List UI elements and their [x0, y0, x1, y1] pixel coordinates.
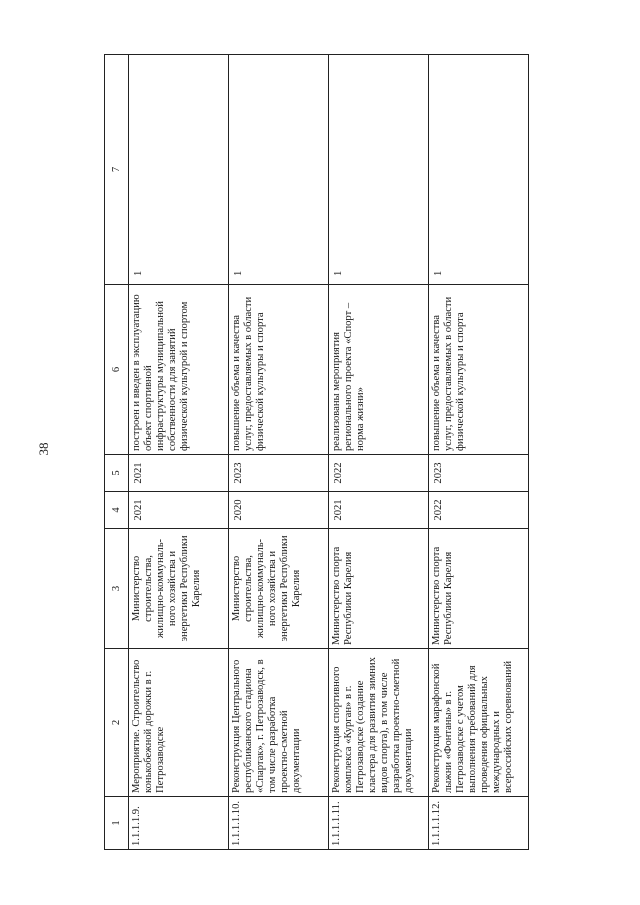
row-end-year: 2021 — [129, 455, 229, 492]
row-end-year: 2023 — [229, 455, 329, 492]
row-end-year: 2022 — [329, 455, 429, 492]
header-col-3: 3 — [105, 529, 129, 649]
row-code: 1.1.1.1.12. — [429, 797, 529, 850]
table-row — [429, 55, 529, 850]
table-row — [129, 55, 229, 850]
table-row — [229, 55, 329, 850]
row-code: 1.1.1.1.11. — [329, 797, 429, 850]
row-value: 1 — [429, 55, 529, 285]
row-result: повышение объема и качества услуг, предоставляемых в области физической культуры и спорта — [229, 285, 329, 455]
header-col-7: 7 — [105, 55, 129, 285]
row-result: реализованы мероприятия регионального проекта «Спорт – норма жизни» — [329, 285, 429, 455]
header-col-6: 6 — [105, 285, 129, 455]
row-end-year: 2023 — [429, 455, 529, 492]
row-value: 1 — [229, 55, 329, 285]
row-executor: Министерство строительства, жилищно-коммуналь-ного хозяйства и энергетики Республики Карелия — [229, 529, 329, 649]
row-code: 1.1.1.1.9. — [129, 797, 229, 850]
row-start-year: 2022 — [429, 492, 529, 529]
page-number: 38 — [36, 442, 51, 456]
header-col-1: 1 — [105, 797, 129, 850]
row-start-year: 2021 — [329, 492, 429, 529]
table-row — [329, 55, 429, 850]
row-code: 1.1.1.1.10. — [229, 797, 329, 850]
row-event: Реконструкция спортивного комплекса «Курган» в г. Петрозаводске (создание кластера для развития зимних видов спорта), в том числе разработка проектно-сметной документации — [329, 649, 429, 797]
row-event: Мероприятие. Строительство конькобежной дорожки в г. Петрозаводске — [129, 649, 229, 797]
row-value: 1 — [329, 55, 429, 285]
row-executor: Министерство строительства, жилищно-коммуналь-ного хозяйства и энергетики Республики Карелия — [129, 529, 229, 649]
row-result: построен и введен в эксплуатацию объект спортивной инфраструктуры муниципальной собственности для занятий физической культурой и спортом — [129, 285, 229, 455]
row-value: 1 — [129, 55, 229, 285]
row-event: Реконструкция Центрального республиканского стадиона «Спартак», г. Петрозаводск, в том числе разработка проектно-сметной документации — [229, 649, 329, 797]
row-start-year: 2020 — [229, 492, 329, 529]
header-col-4: 4 — [105, 492, 129, 529]
table-header-row — [105, 55, 129, 850]
row-result: повышение объема и качества услуг, предоставляемых в области физической культуры и спорта — [429, 285, 529, 455]
header-col-5: 5 — [105, 455, 129, 492]
row-event: Реконструкция марафонской лыжни «Фонтаны» в г. Петрозаводске с учетом выполнения требований для проведения официальных международных и всероссийских соревнований — [429, 649, 529, 797]
program-events-table — [104, 54, 529, 850]
row-start-year: 2021 — [129, 492, 229, 529]
row-executor: Министерство спорта Республики Карелия — [329, 529, 429, 649]
row-executor: Министерство спорта Республики Карелия — [429, 529, 529, 649]
header-col-2: 2 — [105, 649, 129, 797]
document-table-wrapper — [104, 55, 529, 850]
